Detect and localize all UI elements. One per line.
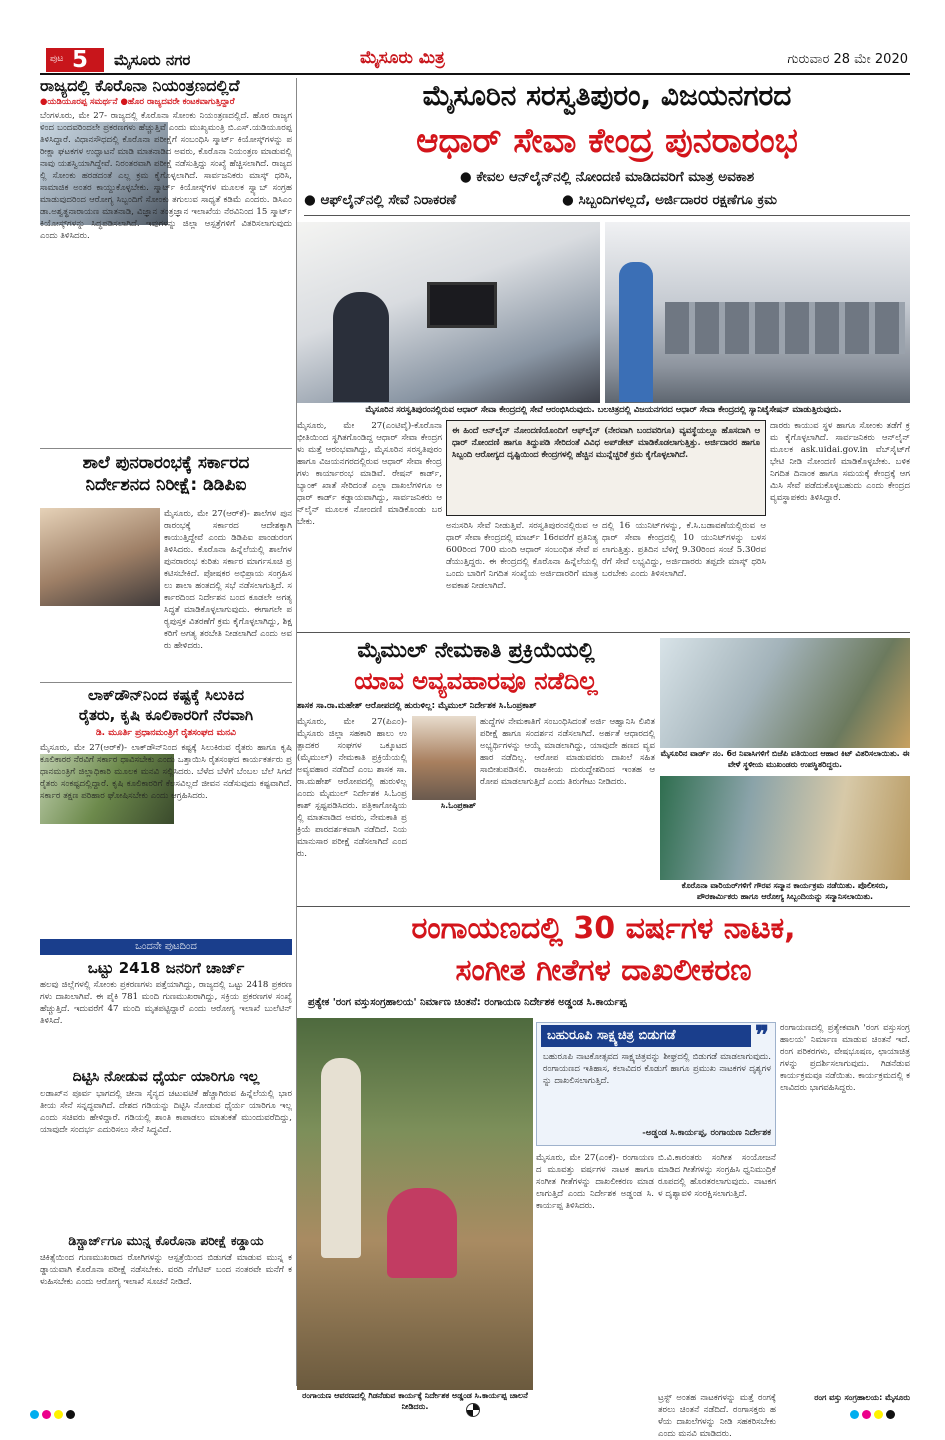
page-label: ಪುಟ <box>50 54 64 64</box>
masthead <box>40 46 910 72</box>
rangayana-footer-note: ರಂಗ ವಸ್ತು ಸಂಗ್ರಹಾಲಯ: ಮೈಸೂರು <box>814 1393 910 1402</box>
paper-name: ಮೈಸೂರು ಮಿತ್ರ <box>360 48 445 68</box>
masthead-rule <box>40 73 910 75</box>
rangayana-col4: ರಂಗಾಯಣದಲ್ಲಿ ಪ್ರತ್ಯೇಕವಾಗಿ 'ರಂಗ ವಸ್ತುಸಂಗ್ರಹಾಲಯ' ನಿರ್ಮಾಣ ಮಾಡುವ ಚಿಂತನೆ ಇದೆ. ರಂಗ ಪರಿಕರಗಳು, ವೇಷಭೂಷಣ, ಛಾಯಾಚಿತ್ರಗಳನ್ನು ಪ್ರದರ್ಶಿಸಲಾಗುವುದು. ಗಿಡನೆಡುವ ಕಾರ್ಯಕ್ರಮವೂ ನಡೆಯಿತು. ಕಾರ್ಯಕ್ರಮದಲ್ಲಿ ಕಲಾವಿದರು ಭಾಗವಹಿಸಿದ್ದರು. <box>780 1023 913 1093</box>
left-column <box>40 76 295 1386</box>
mymul-col1b <box>412 814 476 902</box>
bahurupi-title: ಬಹುರೂಪಿ ಸಾಕ್ಷ್ಯಚಿತ್ರ ಬಿಡುಗಡೆ <box>541 1025 751 1047</box>
rangayana-headline-line2: ಸಂಗೀತ ಗೀತೆಗಳ ದಾಖಲೀಕರಣ <box>455 953 752 988</box>
mymul-bottom-rule <box>297 906 910 907</box>
divider <box>40 682 292 683</box>
cyan-dot-icon <box>30 1410 39 1419</box>
sanitizing-worker <box>619 262 653 402</box>
waiting-chairs <box>665 302 905 354</box>
lead-photo-left <box>297 222 600 403</box>
story6-headline: ಡಿಸ್ಚಾರ್ಜ್‌ಗೂ ಮುನ್ನ ಕೊರೊನಾ ಪರೀಕ್ಷೆ ಕಡ್ಡಾಯ <box>68 1233 264 1248</box>
lead-col2: ಅನುಸರಿಸಿ ಸೇವೆ ನೀಡುತ್ತಿವೆ. ಸರಸ್ವತಿಪುರಂನಲ್ಲಿರುವ ಆಧಾರ್ ಸೇವಾ ಕೇಂದ್ರದಲ್ಲಿ ಮಾರ್ಚ್ 16ರವರೆಗೆ ಪ್ರತಿನಿತ್ಯ 600ರಿಂದ 700 ಮಂದಿ ಆಧಾರ್ ಸಂಬಂಧಿತ ಸೇವೆ ಪಡೆಯುತ್ತಿದ್ದರು. ಈ ಕೇಂದ್ರದಲ್ಲಿ ಕೊರೊನಾ ಹಿನ್ನೆಲೆಯಲ್ಲಿ ಒಂದು ಬಾರಿಗೆ ನಿಗದಿತ ಸಂಖ್ಯೆಯ ಅರ್ಜಿದಾರರಿಗೆ ಮಾತ್ರ ಅವಕಾಶ ನೀಡಲಾಗಿದೆ. <box>446 521 601 591</box>
page-number-badge <box>46 48 104 72</box>
story5-body: ಲಡಾಖ್‌ನ ಪೂರ್ವ ಭಾಗದಲ್ಲಿ ಚೀನಾ ಸೈನ್ಯದ ಚಟುವಟಿಕೆ ಹೆಚ್ಚಾಗಿರುವ ಹಿನ್ನೆಲೆಯಲ್ಲಿ ಭಾರತೀಯ ಸೇನೆ ಸನ್ನದ್ಧವಾಗಿದೆ. ದೇಶದ ಗಡಿಯನ್ನು ದಿಟ್ಟಿಸಿ ನೋಡುವ ಧೈರ್ಯ ಯಾರಿಗೂ ಇಲ್ಲ ಎಂದು ಸಚಿವರು ಹೇಳಿದ್ದಾರೆ. ಗಡಿಯಲ್ಲಿ ಶಾಂತಿ ಕಾಪಾಡಲು ಮಾತುಕತೆ ಮುಂದುವರೆದಿದ್ದು, ಯಾವುದೇ ಸಂದರ್ಭ ಎದುರಿಸಲು ಸೇನೆ ಸಿದ್ಧವಿದೆ. <box>40 1089 295 1135</box>
magenta-dot-icon <box>42 1410 51 1419</box>
story2-body: ಮೈಸೂರು, ಮೇ 27(ಆರ್‌ಕೆ)- ಶಾಲೆಗಳ ಪುನರಾರಂಭಕ್ಕೆ ಸರ್ಕಾರದ ಆದೇಶಕ್ಕಾಗಿ ಕಾಯುತ್ತಿದ್ದೇವೆ ಎಂದು ಡಿಡಿಪಿಐ ಪಾಂಡುರಂಗ ತಿಳಿಸಿದರು. ಕೊರೊನಾ ಹಿನ್ನೆಲೆಯಲ್ಲಿ ಶಾಲೆಗಳ ಪುನರಾರಂಭ ಕುರಿತು ಸರ್ಕಾರ ಮಾರ್ಗಸೂಚಿ ಪ್ರಕಟಿಸಬೇಕಿದೆ. ಪೋಷಕರ ಅಭಿಪ್ರಾಯ ಸಂಗ್ರಹಿಸಲು ಶಾಲಾ ಹಂತದಲ್ಲಿ ಸಭೆ ನಡೆಸಲಾಗುತ್ತಿದೆ. ಸರ್ಕಾರದಿಂದ ನಿರ್ದೇಶನ ಬಂದ ಕೂಡಲೇ ಅಗತ್ಯ ಸಿದ್ಧತೆ ಮಾಡಿಕೊಳ್ಳಲಾಗುವುದು. ಈಗಾಗಲೇ ಪಠ್ಯಪುಸ್ತಕ ವಿತರಣೆಗೆ ಕ್ರಮ ಕೈಗೊಳ್ಳಲಾಗಿದ್ದು, ಶಿಕ್ಷಕರಿಗೆ ಅಗತ್ಯ ತರಬೇತಿ ನೀಡಲಾಗಿದೆ ಎಂದು ಅವರು ಹೇಳಿದರು. <box>164 509 295 651</box>
lead-headline-line2: ಆಧಾರ್ ಸೇವಾ ಕೇಂದ್ರ ಪುನರಾರಂಭ <box>416 121 798 161</box>
yellow-dot-icon <box>874 1410 883 1419</box>
mymul-photo-1 <box>660 638 910 748</box>
issue-date: ಗುರುವಾರ 28 ಮೇ 2020 <box>787 52 908 67</box>
story3-headline-line1: ಲಾಕ್‌ಡೌನ್‌ನಿಂದ ಕಷ್ಟಕ್ಕೆ ಸಿಲುಕಿದ <box>87 686 245 704</box>
story1-headline: ರಾಜ್ಯದಲ್ಲಿ ಕೊರೊನಾ ನಿಯಂತ್ರಣದಲ್ಲಿದೆ <box>40 76 240 95</box>
yellow-dot-icon <box>54 1410 63 1419</box>
lead-bullet-2: ● ಆಫ್‌ಲೈನ್‌ನಲ್ಲಿ ಸೇವೆ ನಿರಾಕರಣೆ <box>304 192 457 208</box>
story3-body: ಮೈಸೂರು, ಮೇ 27(ಆರ್‌ಕೆ)- ಲಾಕ್‌ಡೌನ್‌ನಿಂದ ಕಷ್ಟಕ್ಕೆ ಸಿಲುಕಿರುವ ರೈತರು ಹಾಗೂ ಕೃಷಿ ಕೂಲಿಕಾರರ ನೆರವಿಗೆ ಸರ್ಕಾರ ಧಾವಿಸಬೇಕು ಎಂದು ಒತ್ತಾಯಿಸಿ ರೈತಸಂಘದ ಕಾರ್ಯಕರ್ತರು ಪ್ರಧಾನಮಂತ್ರಿಗೆ ಜಿಲ್ಲಾಧಿಕಾರಿ ಮೂಲಕ ಮನವಿ ಸಲ್ಲಿಸಿದರು. ಬೆಳೆದ ಬೆಳೆಗೆ ಬೆಂಬಲ ಬೆಲೆ ಸಿಗದೆ ರೈತರು ಸಂಕಷ್ಟದಲ್ಲಿದ್ದಾರೆ. ಕೃಷಿ ಕೂಲಿಕಾರರಿಗೆ ಕೆಲಸವಿಲ್ಲದೆ ಜೀವನ ನಡೆಸುವುದು ಕಷ್ಟವಾಗಿದೆ. ಸರ್ಕಾರ ತಕ್ಷಣ ಪರಿಹಾರ ಘೋಷಿಸಬೇಕು ಎಂದು ಆಗ್ರಹಿಸಿದರು. <box>40 743 295 801</box>
section-name: ಮೈಸೂರು ನಗರ <box>114 51 191 69</box>
divider <box>40 448 292 449</box>
bahurupi-body: ಬಹುರೂಪಿ ನಾಟಕೋತ್ಸವದ ಸಾಕ್ಷ್ಯಚಿತ್ರವನ್ನು ಶೀಘ್ರದಲ್ಲಿ ಬಿಡುಗಡೆ ಮಾಡಲಾಗುವುದು. ರಂಗಾಯಣದ ಇತಿಹಾಸ, ಕಲಾವಿದರ ಕೊಡುಗೆ ಹಾಗೂ ಪ್ರಮುಖ ನಾಟಕಗಳ ದೃಶ್ಯಗಳನ್ನು ದಾಖಲಿಸಲಾಗುತ್ತಿದೆ. <box>543 1052 774 1086</box>
rangayana-photo <box>297 1018 533 1390</box>
mymul-headline-line1: ಮೈಮುಲ್ ನೇಮಕಾತಿ ಪ್ರಕ್ರಿಯೆಯಲ್ಲಿ <box>357 638 595 662</box>
story4-headline: ಒಟ್ಟು 2418 ಜನರಿಗೆ ಚಾರ್ಜ್ <box>87 959 245 977</box>
color-bar-right <box>850 1404 930 1416</box>
lead-notice-text: ಈ ಹಿಂದೆ ಆನ್‌ಲೈನ್ ನೋಂದಣಿಯೊಂದಿಗೆ ಆಫ್‌ಲೈನ್ (ನೇರವಾಗಿ ಬಂದವರಿಗೂ) ವ್ಯವಸ್ಥೆಯಲ್ಲೂ ಹೊಸದಾಗಿ ಆಧಾರ್ ನೋಂದಣಿ ಹಾಗೂ ತಿದ್ದುಪಡಿ ಸೇರಿದಂತೆ ವಿವಿಧ ಅಪ್‌ಡೇಟ್ ಮಾಡಿಕೊಡಲಾಗುತ್ತಿತ್ತು. ಅರ್ಜಿದಾರರ ಹಾಗೂ ಸಿಬ್ಬಂದಿ ಆರೋಗ್ಯದ ದೃಷ್ಟಿಯಿಂದ ಕೇಂದ್ರಗಳಲ್ಲಿ ಹೆಚ್ಚಿನ ಮುನ್ನೆಚ್ಚರಿಕೆ ಕ್ರಮ ಕೈಗೊಳ್ಳಲಾಗಿದೆ. <box>452 425 763 459</box>
mymul-photo-2-caption: ಕೊರೊನಾ ವಾರಿಯರ್‌ಗಳಿಗೆ ಗೌರವ ಸನ್ಮಾನ ಕಾರ್ಯಕ್ರಮ ನಡೆಯಿತು. ಪೊಲೀಸರು, ಪೌರಕಾರ್ಮಿಕರು ಹಾಗೂ ಆರೋಗ್ಯ ಸಿಬ್ಬಂದಿಯನ್ನು ಸನ್ಮಾನಿಸಲಾಯಿತು. <box>681 881 889 901</box>
lead-bottom-rule <box>297 632 910 633</box>
rangayana-headline-line1: ರಂಗಾಯಣದಲ್ಲಿ 30 ವರ್ಷಗಳ ನಾಟಕ, <box>411 911 796 946</box>
lead-headline-line1: ಮೈಸೂರಿನ ಸರಸ್ವತಿಪುರಂ, ವಿಜಯನಗರದ <box>422 79 792 112</box>
story2-headline-line1: ಶಾಲೆ ಪುನರಾರಂಭಕ್ಕೆ ಸರ್ಕಾರದ <box>82 453 250 473</box>
bahurupi-signature: -ಅಡ್ಡಂಡ ಸಿ.ಕಾರ್ಯಪ್ಪ, ರಂಗಾಯಣ ನಿರ್ದೇಶಕ <box>642 1128 771 1138</box>
cyan-dot-icon <box>850 1410 859 1419</box>
rangayana-photo-caption: ರಂಗಾಯಣ ಆವರಣದಲ್ಲಿ ಗಿಡನೆಡುವ ಕಾರ್ಯಕ್ಕೆ ನಿರ್ದೇಶಕ ಅಡ್ಡಂಡ ಸಿ.ಕಾರ್ಯಪ್ಪ ಚಾಲನೆ ನೀಡಿದರು. <box>302 1391 528 1411</box>
person-standing <box>321 1058 361 1258</box>
story4-body: ಹಲವು ಜಿಲ್ಲೆಗಳಲ್ಲಿ ಸೋಂಕು ಪ್ರಕರಣಗಳು ಪತ್ತೆಯಾಗಿದ್ದು, ರಾಜ್ಯದಲ್ಲಿ ಒಟ್ಟು 2418 ಪ್ರಕರಣಗಳು ದಾಖಲಾಗಿವೆ. ಈ ಪೈಕಿ 781 ಮಂದಿ ಗುಣಮುಖರಾಗಿದ್ದು, ಸಕ್ರಿಯ ಪ್ರಕರಣಗಳ ಸಂಖ್ಯೆ ಹೆಚ್ಚುತ್ತಿದೆ. ಇದುವರೆಗೆ 47 ಮಂದಿ ಮೃತಪಟ್ಟಿದ್ದಾರೆ ಎಂದು ಆರೋಗ್ಯ ಇಲಾಖೆ ಬುಲೆಟಿನ್ ತಿಳಿಸಿದೆ. <box>40 980 295 1026</box>
rangayana-col3: ಟ್ರಸ್ಟ್ ಅಂತಹ ನಾಟಕಗಳನ್ನು ಮತ್ತೆ ರಂಗಕ್ಕೆ ತರಲು ಚಿಂತನೆ ನಡೆದಿದೆ. ರಂಗಾಸಕ್ತರು ಹಳೆಯ ದಾಖಲೆಗಳನ್ನು ನೀಡಿ ಸಹಕರಿಸಬೇಕು ಎಂದು ಮನವಿ ಮಾಡಿದರು. <box>658 1393 779 1439</box>
lead-bullet-3: ● ಸಿಬ್ಬಂದಿಗಳಲ್ಲದೆ, ಅರ್ಜಿದಾರರ ರಕ್ಷಣೆಗೂ ಕ್ರಮ <box>562 192 777 208</box>
lead-bullet-1: ● ಕೇವಲ ಆನ್‌ಲೈನ್‌ನಲ್ಲಿ ನೋಂದಣಿ ಮಾಡಿದವರಿಗೆ ಮಾತ್ರ ಅವಕಾಶ <box>459 169 755 185</box>
mymul-portrait <box>412 716 476 800</box>
magenta-dot-icon <box>862 1410 871 1419</box>
story1-subhead: ●ಯಡಿಯೂರಪ್ಪ ಸಮರ್ಥನೆ ●ಹೊರ ರಾಜ್ಯದವರೇ ಕಂಟಕವಾಗುತ್ತಿದ್ದಾರೆ <box>40 97 235 107</box>
mymul-photo-2 <box>660 776 910 880</box>
continued-bar: ಒಂದನೇ ಪುಟದಿಂದ <box>40 939 292 955</box>
person-planting <box>387 1188 457 1278</box>
quote-mark-icon: ❞ <box>755 1021 769 1051</box>
story6-body: ಚಿಕಿತ್ಸೆಯಿಂದ ಗುಣಮುಖರಾದ ರೋಗಿಗಳನ್ನು ಆಸ್ಪತ್ರೆಯಿಂದ ಬಿಡುಗಡೆ ಮಾಡುವ ಮುನ್ನ ಕಡ್ಡಾಯವಾಗಿ ಕೊರೊನಾ ಪರೀಕ್ಷೆ ನಡೆಸಬೇಕು. ವರದಿ ನೆಗೆಟಿವ್ ಬಂದ ನಂತರವೇ ಮನೆಗೆ ಕಳುಹಿಸಬೇಕು ಎಂದು ಆರೋಗ್ಯ ಇಲಾಖೆ ಸೂಚನೆ ನೀಡಿದೆ. <box>40 1253 292 1287</box>
lead-col1: ಮೈಸೂರು, ಮೇ 27(ಎಂಟಿವೈ)-ಕೊರೊನಾ ಭೀತಿಯಿಂದ ಸ್ಥಗಿತಗೊಂಡಿದ್ದ ಆಧಾರ್ ಸೇವಾ ಕೇಂದ್ರಗಳು ಮತ್ತೆ ಆರಂಭವಾಗಿದ್ದು, ಮೈಸೂರಿನ ಸರಸ್ವತಿಪುರಂ ಹಾಗೂ ವಿಜಯನಗರದಲ್ಲಿರುವ ಆಧಾರ್ ಸೇವಾ ಕೇಂದ್ರಗಳು ಕಾರ್ಯಾರಂಭ ಮಾಡಿವೆ. ರೇಷನ್ ಕಾರ್ಡ್, ಬ್ಯಾಂಕ್ ಖಾತೆ ಸೇರಿದಂತೆ ಎಲ್ಲಾ ದಾಖಲೆಗಳಿಗೂ ಆಧಾರ್ ಕಾರ್ಡ್ ಕಡ್ಡಾಯವಾಗಿದ್ದು, ಸಾರ್ವಜನಿಕರು ಆನ್‌ಲೈನ್ ಮೂಲಕ ನೋಂದಣಿ ಮಾಡಿಕೊಂಡು ಬರಬೇಕು. <box>297 421 445 527</box>
lead-col4: ದಾರರು ಕಾಯುವ ಸ್ಥಳ ಹಾಗೂ ಸೋಂಕು ತಡೆಗೆ ಕ್ರಮ ಕೈಗೊಳ್ಳಲಾಗಿದೆ. ಸಾರ್ವಜನಿಕರು ಆನ್‌ಲೈನ್ ಮೂಲಕ ask.uidai.gov.in ವೆಬ್‌ಸೈಟ್‌ಗೆ ಭೇಟಿ ನೀಡಿ ನೋಂದಣಿ ಮಾಡಿಕೊಳ್ಳಬೇಕು. ಬಳಿಕ ನಿಗದಿತ ದಿನಾಂಕ ಹಾಗೂ ಸಮಯಕ್ಕೆ ಕೇಂದ್ರಕ್ಕೆ ಆಗಮಿಸಿ ಸೇವೆ ಪಡೆದುಕೊಳ್ಳಬಹುದು ಎಂದು ಕೇಂದ್ರದ ವ್ಯವಸ್ಥಾಪಕರು ತಿಳಿಸಿದ್ದಾರೆ. <box>770 421 913 503</box>
mymul-col2: ಹುದ್ದೆಗಳ ನೇಮಕಾತಿಗೆ ಸಂಬಂಧಿಸಿದಂತೆ ಅರ್ಜಿ ಆಹ್ವಾನಿಸಿ ಲಿಖಿತ ಪರೀಕ್ಷೆ ಹಾಗೂ ಸಂದರ್ಶನ ನಡೆಸಲಾಗಿದೆ. ಅರ್ಹತೆ ಆಧಾರದಲ್ಲಿ ಅಭ್ಯರ್ಥಿಗಳನ್ನು ಆಯ್ಕೆ ಮಾಡಲಾಗಿದ್ದು, ಯಾವುದೇ ಹಣದ ವ್ಯವಹಾರ ನಡೆದಿಲ್ಲ. ಆರೋಪ ಮಾಡುವವರು ದಾಖಲೆ ಸಹಿತ ಸಾಬೀತುಪಡಿಸಲಿ. ರಾಜಕೀಯ ದುರುದ್ದೇಶದಿಂದ ಇಂತಹ ಆರೋಪ ಮಾಡಲಾಗುತ್ತಿದೆ ಎಂದು ತಿರುಗೇಟು ನೀಡಿದರು. <box>480 717 658 787</box>
story2-headline-line2: ನಿರ್ದೇಶನದ ನಿರೀಕ್ಷೆ: ಡಿಡಿಪಿಐ <box>85 475 247 495</box>
rangayana-col1: ಮೈಸೂರು, ಮೇ 27(ಎಂಕೆ)- ರಂಗಾಯಣದ ಮೂವತ್ತು ವರ್ಷಗಳ ನಾಟಕ ಹಾಗೂ ಸಂಗೀತ ಗೀತೆಗಳನ್ನು ದಾಖಲೀಕರಣ ಮಾಡಲಾಗುತ್ತಿದೆ ಎಂದು ನಿರ್ದೇಶಕ ಅಡ್ಡಂಡ ಸಿ.ಕಾರ್ಯಪ್ಪ ತಿಳಿಸಿದರು. <box>536 1153 657 1211</box>
black-dot-icon <box>886 1410 895 1419</box>
mymul-subhead: ಶಾಸಕ ಸಾ.ರಾ.ಮಹೇಶ್ ಆರೋಪದಲ್ಲಿ ಹುರುಳಿಲ್ಲ: ಮೈಮುಲ್ ನಿರ್ದೇಶಕ ಸಿ.ಓಂಪ್ರಕಾಶ್ <box>297 701 537 711</box>
registration-mark-icon <box>466 1403 480 1417</box>
story3-headline-line2: ರೈತರು, ಕೃಷಿ ಕೂಲಿಕಾರರಿಗೆ ನೆರವಾಗಿ <box>78 706 254 724</box>
lead-photo-right <box>605 222 910 403</box>
mymul-col1: ಮೈಸೂರು, ಮೇ 27(ಪಿಎಂ)- ಮೈಸೂರು ಜಿಲ್ಲಾ ಸಹಕಾರಿ ಹಾಲು ಉತ್ಪಾದಕರ ಸಂಘಗಳ ಒಕ್ಕೂಟದ (ಮೈಮುಲ್) ನೇಮಕಾತಿ ಪ್ರಕ್ರಿಯೆಯಲ್ಲಿ ಅವ್ಯವಹಾರ ನಡೆದಿದೆ ಎಂಬ ಶಾಸಕ ಸಾ.ರಾ.ಮಹೇಶ್ ಆರೋಪದಲ್ಲಿ ಹುರುಳಿಲ್ಲ ಎಂದು ಮೈಮುಲ್ ನಿರ್ದೇಶಕ ಸಿ.ಓಂಪ್ರಕಾಶ್ ಸ್ಪಷ್ಟಪಡಿಸಿದರು. ಪತ್ರಿಕಾಗೋಷ್ಠಿಯಲ್ಲಿ ಮಾತನಾಡಿದ ಅವರು, ನೇಮಕಾತಿ ಪ್ರಕ್ರಿಯೆ ಪಾರದರ್ಶಕವಾಗಿ ನಡೆದಿದೆ. ನಿಯಮಾನುಸಾರ ಪರೀಕ್ಷೆ ನಡೆಸಲಾಗಿದೆ ಎಂದರು. <box>297 717 410 859</box>
mymul-portrait-label: ಸಿ.ಓಂಪ್ರಕಾಶ್ <box>440 801 476 810</box>
story5-headline: ದಿಟ್ಟಿಸಿ ನೋಡುವ ಧೈರ್ಯ ಯಾರಿಗೂ ಇಲ್ಲ <box>72 1069 260 1085</box>
story1-body: ಬೆಂಗಳೂರು, ಮೇ 27- ರಾಜ್ಯದಲ್ಲಿ ಕೊರೊನಾ ಸೋಂಕು ನಿಯಂತ್ರಣದಲ್ಲಿದೆ. ಹೊರ ರಾಜ್ಯಗಳಿಂದ ಬಂದವರಿಂದಲೇ ಪ್ರಕರಣಗಳು ಹೆಚ್ಚುತ್ತಿವೆ ಎಂದು ಮುಖ್ಯಮಂತ್ರಿ ಬಿ.ಎಸ್.ಯಡಿಯೂರಪ್ಪ ತಿಳಿಸಿದ್ದಾರೆ. ವಿಧಾನಸೌಧದಲ್ಲಿ ಕೊರೊನಾ ಪರೀಕ್ಷೆಗೆ ಸಂಬಂಧಿಸಿ ಸ್ಮಾರ್ಟ್ ಕಿಯೋಸ್ಕ್‌ಗಳನ್ನು ಪರೀಕ್ಷಾ ಘಟಕಗಳ ಉದ್ಘಾಟನೆ ಮಾಡಿ ಮಾತನಾಡಿದ ಅವರು, ಕೊರೊನಾ ನಿಯಂತ್ರಣ ಮಾಡುವಲ್ಲಿ ನಾವು ಯಶಸ್ವಿಯಾಗಿದ್ದೇವೆ. ನಿರಂತರವಾಗಿ ಪರೀಕ್ಷೆ ನಡೆಸುತ್ತಿದ್ದು ಸಂಖ್ಯೆ ಹೆಚ್ಚಿಸಲಾಗಿದೆ. ರಾಜ್ಯದಲ್ಲಿ ಸೋಂಕು ಹರಡದಂತೆ ಎಲ್ಲ ಕ್ರಮ ಕೈಗೊಳ್ಳಲಾಗಿದೆ. ಸಾರ್ವಜನಿಕರು ಮಾಸ್ಕ್ ಧರಿಸಿ, ಸಾಮಾಜಿಕ ಅಂತರ ಕಾಯ್ದುಕೊಳ್ಳಬೇಕು. ಸ್ಮಾರ್ಟ್ ಕಿಯೋಸ್ಕ್‌ಗಳ ಮೂಲಕ ಸ್ವ್ಯಾಬ್ ಸಂಗ್ರಹ ಮಾಡುವುದರಿಂದ ಆರೋಗ್ಯ ಸಿಬ್ಬಂದಿಗೆ ಸೋಂಕು ತಗುಲುವ ಸಾಧ್ಯತೆ ಕಡಿಮೆ ಎಂದರು. ಡಿಸಿಎಂ ಡಾ.ಅಶ್ವತ್ಥನಾರಾಯಣ ಮಾತನಾಡಿ, ವಿಜ್ಞಾನ ತಂತ್ರಜ್ಞಾನ ಇಲಾಖೆಯ ನೆರವಿನಿಂದ 15 ಸ್ಮಾರ್ಟ್ ಕಿಯೋಸ್ಕ್‌ಗಳನ್ನು ಸಿದ್ಧಪಡಿಸಲಾಗಿದೆ. ಇವುಗಳನ್ನು ಜಿಲ್ಲಾ ಆಸ್ಪತ್ರೆಗಳಿಗೆ ವಿತರಿಸಲಾಗುವುದು ಎಂದು ತಿಳಿಸಿದರು. <box>40 111 295 241</box>
lead-notice-box <box>446 420 766 516</box>
person <box>333 292 389 402</box>
page-number: 5 <box>72 47 89 73</box>
bahurupi-box <box>536 1022 776 1146</box>
black-dot-icon <box>66 1410 75 1419</box>
rangayana-col2: ಬಿ.ವಿ.ಕಾರಂತರು ಸಂಗೀತ ಸಂಯೋಜನೆ ಮಾಡಿದ ಗೀತೆಗಳನ್ನು ಸಂಗ್ರಹಿಸಿ ಧ್ವನಿಮುದ್ರಿಕೆ ರೂಪದಲ್ಲಿ ಹೊರತರಲಾಗುವುದು. ನಾಟಕಗಳ ದೃಶ್ಯಾವಳಿ ಸಂರಕ್ಷಿಸಲಾಗುತ್ತಿದೆ. <box>658 1153 779 1199</box>
story3-subhead: ಡಿ. ಮೂರ್ತಿ ಪ್ರಧಾನಮಂತ್ರಿಗೆ ರೈತಸಂಘದ ಮನವಿ <box>96 728 236 738</box>
rangayana-subhead: ಪ್ರತ್ಯೇಕ 'ರಂಗ ವಸ್ತುಸಂಗ್ರಹಾಲಯ' ನಿರ್ಮಾಣ ಚಿಂತನೆ: ರಂಗಾಯಣ ನಿರ್ದೇಶಕ ಅಡ್ಡಂಡ ಸಿ.ಕಾರ್ಯಪ್ಪ <box>308 997 627 1008</box>
desk-monitor <box>427 282 497 328</box>
mymul-photo-1-caption: ಮೈಸೂರಿನ ವಾರ್ಡ್ ನಂ. 6ರ ನಿವಾಸಿಗಳಿಗೆ ಬಿಜೆಪಿ ವತಿಯಿಂದ ಆಹಾರ ಕಿಟ್ ವಿತರಿಸಲಾಯಿತು. ಈ ವೇಳೆ ಸ್ಥಳೀಯ ಮುಖಂಡರು ಉಪಸ್ಥಿತರಿದ್ದರು. <box>660 749 910 769</box>
lead-rule <box>304 215 910 216</box>
mymul-headline-line2: ಯಾವ ಅವ್ಯವಹಾರವೂ ನಡೆದಿಲ್ಲ <box>354 667 598 695</box>
lead-col3: ದಲ್ಲಿ 16 ಯುನಿಟ್‌ಗಳನ್ನು, ಕೆ.ಸಿ.ಬಡಾವಣೆಯಲ್ಲಿರುವ ಆಧಾರ್ ಸೇವಾ ಕೇಂದ್ರದಲ್ಲಿ 10 ಯುನಿಟ್‌ಗಳನ್ನು ಬಳಸಲಾಗುತ್ತಿತ್ತು. ಪ್ರತಿದಿನ ಬೆಳಿಗ್ಗೆ 9.30ರಿಂದ ಸಂಜೆ 5.30ರವರೆಗೆ ಸೇವೆ ಲಭ್ಯವಿದ್ದು, ಅರ್ಜಿದಾರರು ತಪ್ಪದೇ ಮಾಸ್ಕ್ ಧರಿಸಿ ಬರಬೇಕು ಎಂದು ತಿಳಿಸಲಾಗಿದೆ. <box>602 521 769 579</box>
lead-photo-caption: ಮೈಸೂರಿನ ಸರಸ್ವತಿಪುರಂನಲ್ಲಿರುವ ಆಧಾರ್ ಸೇವಾ ಕೇಂದ್ರದಲ್ಲಿ ಸೇವೆ ಆರಂಭಿಸಿರುವುದು. ಬಲಚಿತ್ರದಲ್ಲಿ ವಿಜಯನಗರದ ಆಧಾರ್ ಸೇವಾ ಕೇಂದ್ರದಲ್ಲಿ ಸ್ಯಾನಿಟೈಸೇಷನ್ ಮಾಡುತ್ತಿರುವುದು. <box>365 404 842 414</box>
lead-bullet-row <box>304 189 910 213</box>
story2-photo <box>40 508 160 606</box>
color-bar-left <box>30 1404 110 1416</box>
